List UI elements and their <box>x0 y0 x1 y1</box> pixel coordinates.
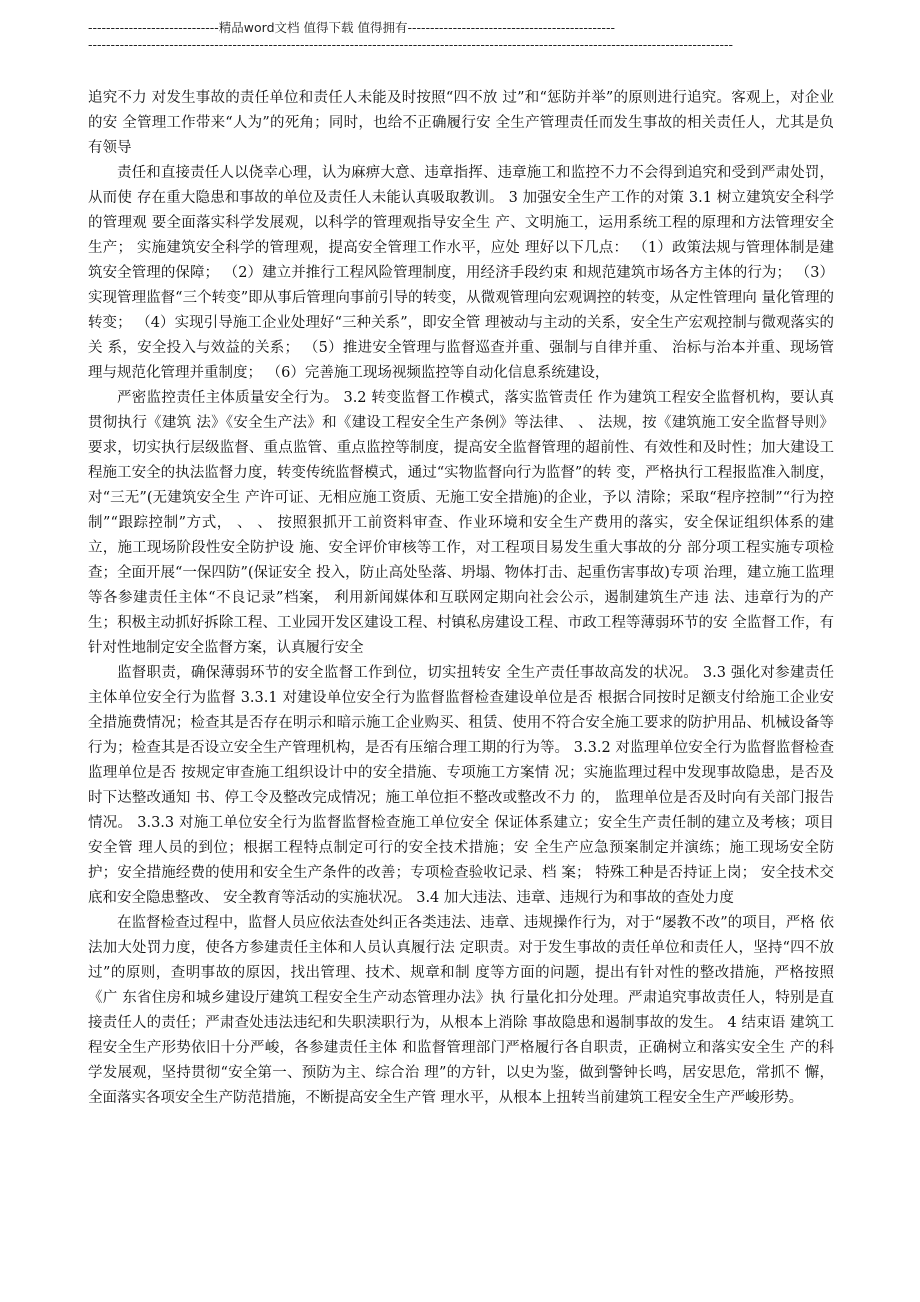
paragraph-4: 监督职责，确保薄弱环节的安全监督工作到位，切实扭转安 全生产责任事故高发的状况。 3.3 强化对参建责任主体单位安全行为监督 3.3.1 对建设单位安全行为监督监督检查建设单位是否 根据合同按时足额支付给施工企业安全措施费情况；检查其是否存在明示和暗示施工企业购买、租赁、使用不符合安全施工要求的防护用品、机械设备等行为；检查其是否设立安全生产管理机构，是否有压缩合理工期的行为等。 3.3.2 对监理单位安全行为监督监督检查监理单位是否 按规定审查施工组织设计中的安全措施、专项施工方案情 况；实施监理过程中发现事故隐患，是否及时下达整改通知 书、停工令及整改完成情况；施工单位拒不整改或整改不力 的， 监理单位是否及时向有关部门报告情况。 3.3.3 对施工单位安全行为监督监督检查施工单位安全 保证体系建立；安全生产责任制的建立及考核；项目安全管 理人员的到位；根据工程特点制定可行的安全技术措施；安 全生产应急预案制定并演练；施工现场安全防护；安全措施经费的使用和安全生产条件的改善；专项检查验收记录、档 案； 特殊工种是否持证上岗； 安全技术交底和安全隐患整改、 安全教育等活动的实施状况。 3.4 加大违法、违章、违规行为和事故的查处力度 <box>88 665 834 906</box>
document-header-rule: ----------------------------------------------------------------------------------------------------------------------------------------------- <box>88 37 734 52</box>
paragraph-1: 追究不力 对发生事故的责任单位和责任人未能及时按照“四不放 过”和“惩防并举”的原则进行追究。客观上，对企业的安 全管理工作带来“人为”的死角；同时，也给不正确履行安 全生产管理责任而发生事故的相关责任人，尤其是负有领导 <box>88 90 834 156</box>
document-body <box>88 86 834 1111</box>
paragraph-5: 在监督检查过程中，监督人员应依法查处纠正各类违法、违章、违规操作行为，对于“屡教不改”的项目，严格 依法加大处罚力度，使各方参建责任主体和人员认真履行法 定职责。对于发生事故的责任单位和责任人，坚持“四不放 过”的原则，查明事故的原因，找出管理、技术、规章和制 度等方面的问题，提出有针对性的整改措施，严格按照《广 东省住房和城乡建设厅建筑工程安全生产动态管理办法》执 行量化扣分处理。严肃追究事故责任人，特别是直接责任人的责任；严肃查处违法违纪和失职渎职行为，从根本上消除 事故隐患和遏制事故的发生。 4 结束语 建筑工程安全生产形势依旧十分严峻，各参建责任主体 和监督管理部门严格履行各自职责，正确树立和落实安全生 产的科学发展观，坚持贯彻“安全第一、预防为主、综合治 理”的方针，以史为鉴，做到警钟长鸣，居安思危，常抓不 懈，全面落实各项安全生产防范措施，不断提高安全生产管 理水平，从根本上扭转当前建筑工程安全生产严峻形势。 <box>88 915 834 1106</box>
document-header-banner: -----------------------------精品word文档 值得下载 值得拥有---------------------------------------------- <box>88 20 615 35</box>
paragraph-3: 严密监控责任主体质量安全行为。 3.2 转变监督工作模式，落实监管责任 作为建筑工程安全监督机构，要认真贯彻执行《建筑 法》《安全生产法》和《建设工程安全生产条例》等法律、 、 法规，按《建筑施工安全监督导则》要求，切实执行层级监督、重点监管、重点监控等制度，提高安全监督管理的超前性、有效性和及时性；加大建设工程施工安全的执法监督力度，转变传统监督模式，通过“实物监督向行为监督”的转 变，严格执行工程报监准入制度，对“三无”(无建筑安全生 产许可证、无相应施工资质、无施工安全措施)的企业，予以 清除；采取“程序控制”“行为控制”“跟踪控制”方式， 、 、 按照狠抓开工前资料审查、作业环境和安全生产费用的落实，安全保证组织体系的建立，施工现场阶段性安全防护设 施、安全评价审核等工作，对工程项目易发生重大事故的分 部分项工程实施专项检查；全面开展“一保四防”(保证安全 投入，防止高处坠落、坍塌、物体打击、起重伤害事故)专项 治理，建立施工监理等各参建责任主体“不良记录”档案， 利用新闻媒体和互联网定期向社会公示，遏制建筑生产违 法、违章行为的产生；积极主动抓好拆除工程、工业园开发区建设工程、村镇私房建设工程、市政工程等薄弱环节的安 全监督工作，有针对性地制定安全监督方案，认真履行安全 <box>88 390 834 656</box>
paragraph-2: 责任和直接责任人以侥幸心理，认为麻痹大意、违章指挥、违章施工和监控不力不会得到追究和受到严肃处罚，从而使 存在重大隐患和事故的单位及责任人未能认真吸取教训。 3 加强安全生产工作的对策 3.1 树立建筑安全科学的管理观 要全面落实科学发展观，以科学的管理观指导安全生 产、文明施工，运用系统工程的原理和方法管理安全生产； 实施建筑安全科学的管理观，提高安全管理工作水平，应处 理好以下几点： （1）政策法规与管理体制是建筑安全管理的保障； （2）建立并推行工程风险管理制度，用经济手段约束 和规范建筑市场各方主体的行为； （3）实现管理监督“三个转变”即从事后管理向事前引导的转变，从微观管理向宏观调控的转变，从定性管理向 量化管理的转变； （4）实现引导施工企业处理好“三种关系”，即安全管 理被动与主动的关系，安全生产宏观控制与微观落实的关 系，安全投入与效益的关系； （5）推进安全管理与监督巡查并重、强制与自律并重、 治标与治本并重、现场管理与规范化管理并重制度； （6）完善施工现场视频监控等自动化信息系统建设， <box>88 165 834 381</box>
